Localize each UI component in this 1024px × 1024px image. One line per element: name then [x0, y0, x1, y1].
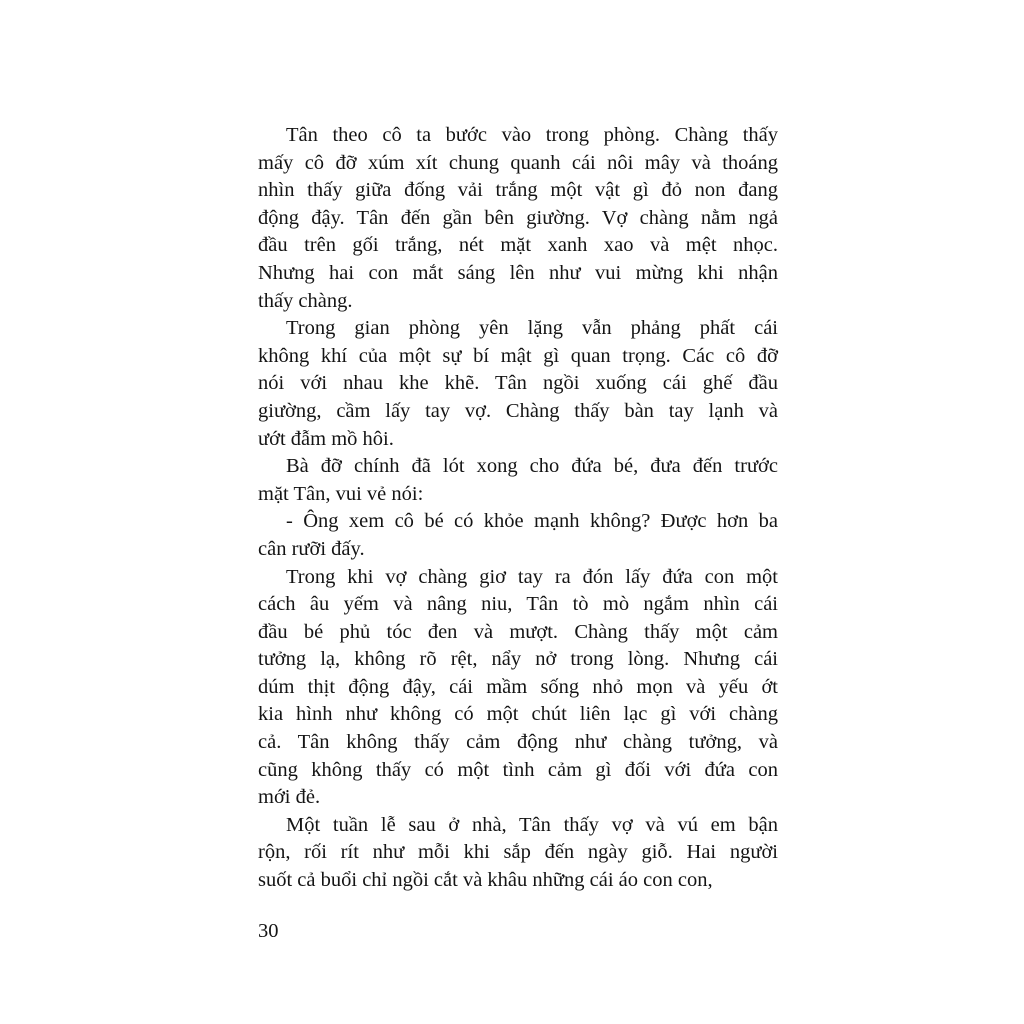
text-line: mấy cô đỡ xúm xít chung quanh cái nôi mây và thoáng	[258, 151, 778, 174]
text-line: giường, cầm lấy tay vợ. Chàng thấy bàn tay lạnh và	[258, 399, 778, 422]
paragraph-6	[258, 812, 778, 895]
text-line: đầu trên gối trắng, nét mặt xanh xao và mệt nhọc.	[258, 234, 778, 257]
text-line: ướt đẫm mồ hôi.	[258, 427, 394, 450]
text-line: suốt cả buổi chỉ ngồi cắt và khâu những cái áo con con,	[258, 869, 713, 892]
text-line: Trong gian phòng yên lặng vẫn phảng phất cái	[286, 317, 778, 340]
text-line: - Ông xem cô bé có khỏe mạnh không? Được hơn ba	[286, 510, 778, 533]
text-line: nhìn thấy giữa đống vải trắng một vật gì đỏ non đang	[258, 179, 778, 202]
text-line: Trong khi vợ chàng giơ tay ra đón lấy đứa con một	[286, 565, 778, 588]
text-line: không khí của một sự bí mật gì quan trọng. Các cô đỡ	[258, 344, 778, 367]
text-line: Bà đỡ chính đã lót xong cho đứa bé, đưa đến trước	[286, 455, 778, 478]
paragraph-2	[258, 315, 778, 453]
paragraph-3	[258, 453, 778, 508]
text-line: mặt Tân, vui vẻ nói:	[258, 482, 424, 505]
text-line: động đậy. Tân đến gần bên giường. Vợ chàng nằm ngả	[258, 206, 778, 229]
paragraph-5	[258, 564, 778, 812]
text-line: cân rưỡi đấy.	[258, 537, 365, 560]
text-line: mới đẻ.	[258, 786, 321, 809]
paragraph-1	[258, 122, 778, 315]
text-line: Một tuần lễ sau ở nhà, Tân thấy vợ và vú em bận	[286, 813, 778, 836]
text-line: Nhưng hai con mắt sáng lên như vui mừng khi nhận	[258, 261, 778, 284]
text-line: cách âu yếm và nâng niu, Tân tò mò ngắm nhìn cái	[258, 593, 778, 616]
paragraph-4	[258, 508, 778, 563]
text-line: nói với nhau khe khẽ. Tân ngồi xuống cái ghế đầu	[258, 372, 778, 395]
text-line: tưởng lạ, không rõ rệt, nẩy nở trong lòng. Nhưng cái	[258, 648, 778, 671]
text-line: đầu bé phủ tóc đen và mượt. Chàng thấy một cảm	[258, 620, 778, 643]
text-line: dúm thịt động đậy, cái mầm sống nhỏ mọn và yếu ớt	[258, 675, 778, 698]
text-line: cả. Tân không thấy cảm động như chàng tưởng, và	[258, 731, 778, 754]
body-text	[258, 122, 778, 895]
text-line: kia hình như không có một chút liên lạc gì với chàng	[258, 703, 778, 726]
page-number: 30	[258, 920, 279, 942]
text-line: thấy chàng.	[258, 289, 353, 312]
text-line: Tân theo cô ta bước vào trong phòng. Chàng thấy	[286, 124, 778, 146]
text-line: cũng không thấy có một tình cảm gì đối với đứa con	[258, 758, 778, 781]
text-line: rộn, rối rít như mỗi khi sắp đến ngày giỗ. Hai người	[258, 841, 778, 864]
